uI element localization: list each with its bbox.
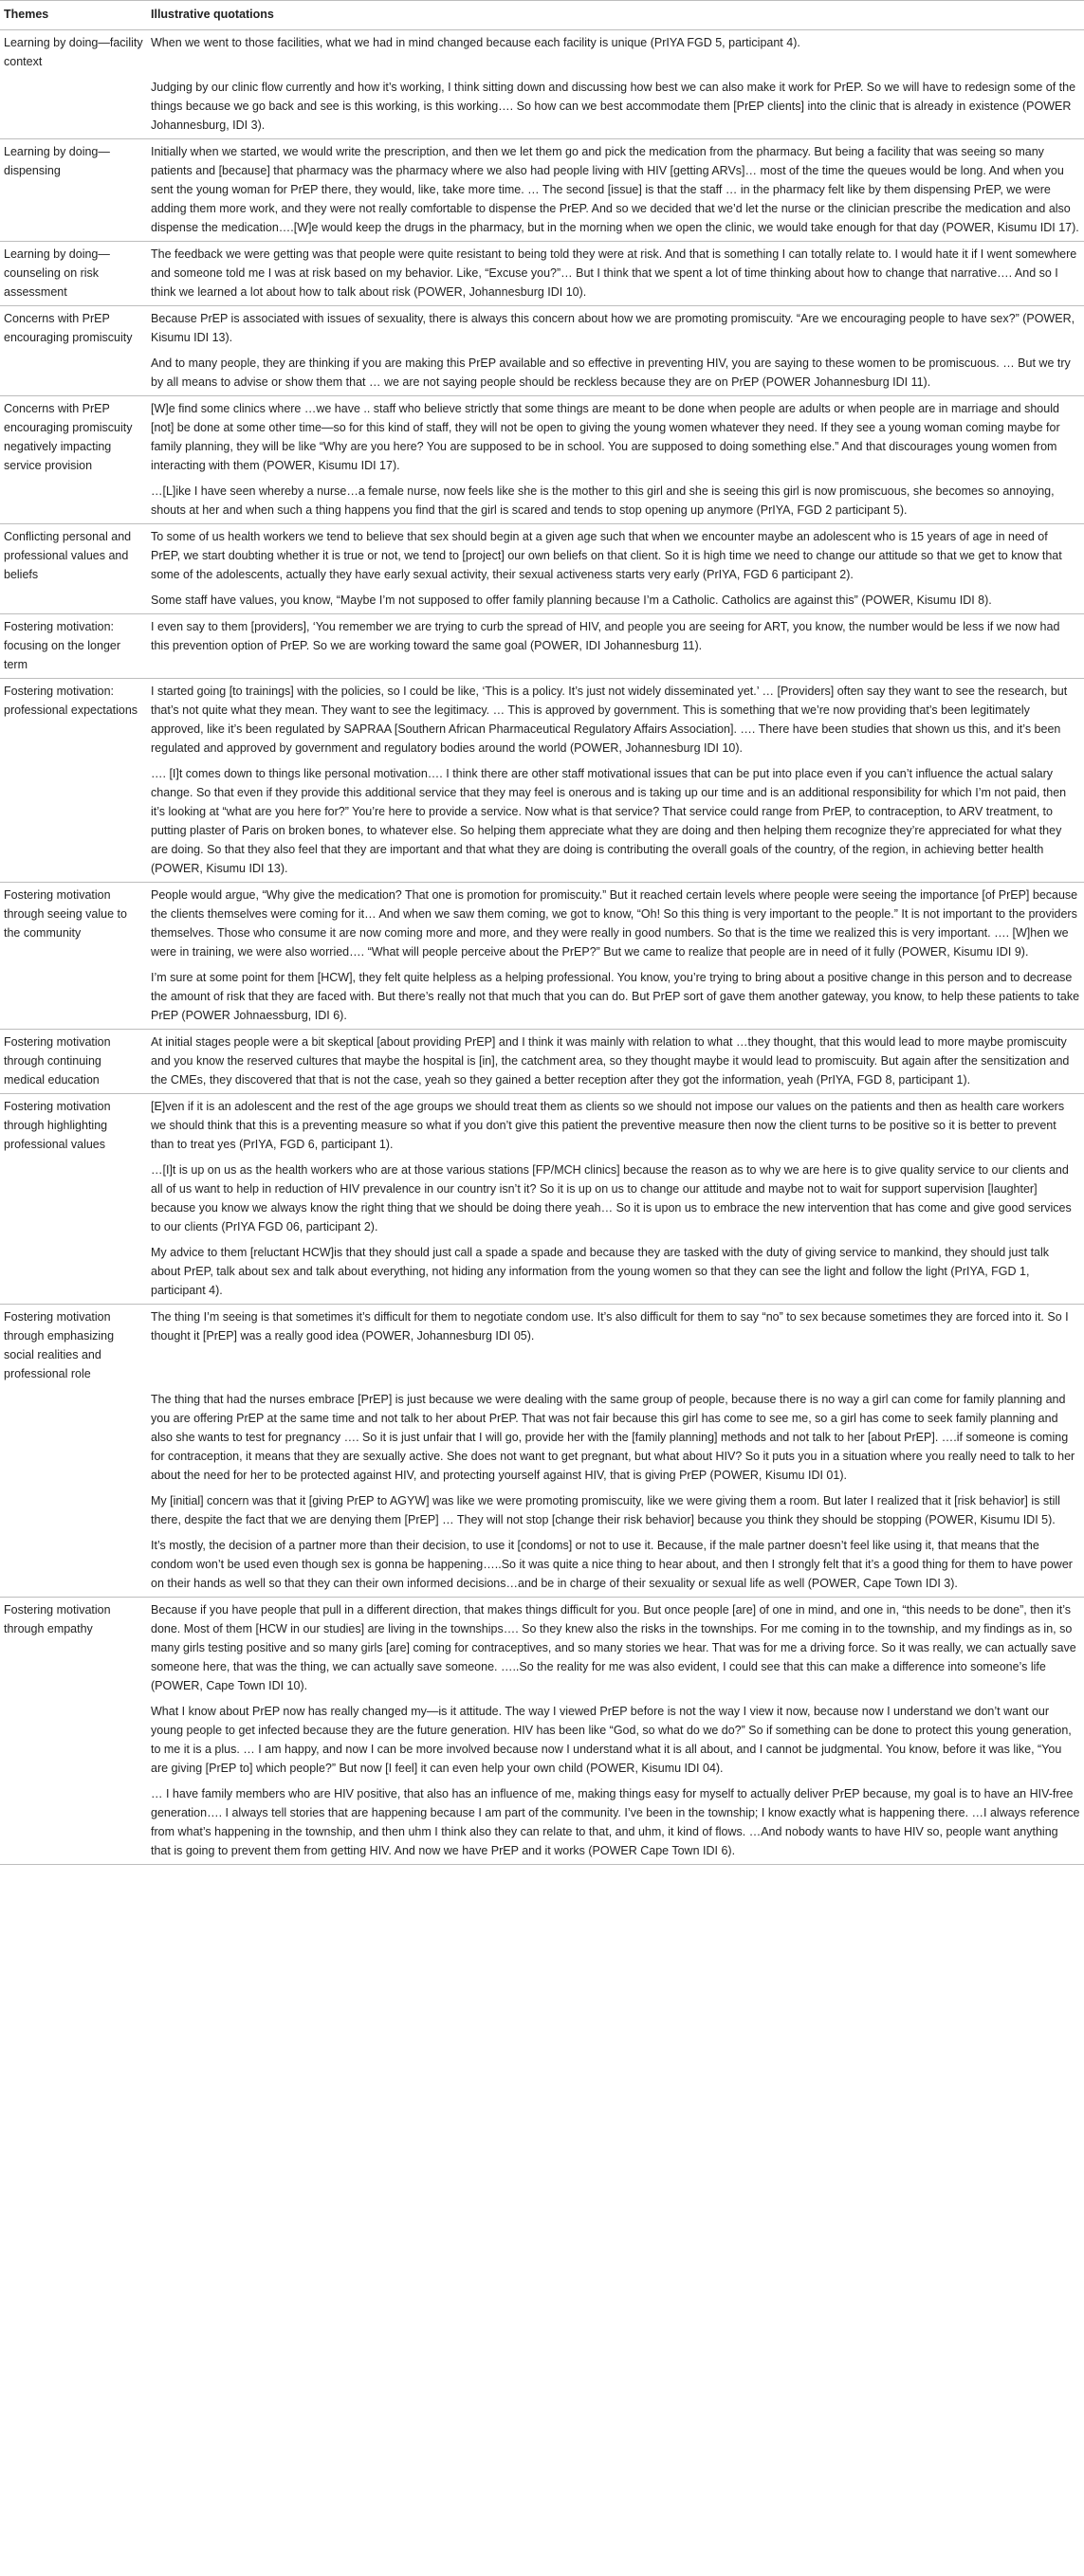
table-row <box>0 306 1084 352</box>
quotation-cell: The thing I’m seeing is that sometimes it’s difficult for them to negotiate condom use. It’s also difficult for them to say “no” to sex because sometimes they are forced into it. So I thought it [PrEP] was a really good idea (POWER, Johannesburg IDI 05). <box>147 1305 1084 1388</box>
table-row <box>0 1305 1084 1388</box>
theme-cell <box>0 1387 147 1489</box>
theme-cell: Conflicting personal and professional values and beliefs <box>0 524 147 589</box>
table-row <box>0 1158 1084 1240</box>
quotation-cell: And to many people, they are thinking if you are making this PrEP available and so effective in preventing HIV, you are saying to these women to be promiscuous. … But we try by all means to advise or show them that … we are not saying people should be reckless because they are on PrEP (POWER Johannesburg IDI 11). <box>151 356 1071 389</box>
table-row <box>0 396 1084 480</box>
quotation-cell: To some of us health workers we tend to believe that sex should begin at a given age such that when we encounter maybe an adolescent who is 15 years of age in need of PrEP, we start doubting whether it is true or not, we tend to [project] our own beliefs on that client. So it is high time we need to change our attitude so that we get to know that some of the adolescents, actually they have early sexual activity, their sexual activeness starts very early (PrIYA, FGD 6 participant 2). <box>147 524 1084 589</box>
quotation-cell: Judging by our clinic flow currently and how it’s working, I think sitting down and discussing how best we can also make it work for PrEP. So we will have to redesign some of the things because we go back and see is this working, is this working…. So how can we best accommodate them [PrEP clients] into the clinic that is already in existence (POWER Johannesburg, IDI 3). <box>151 81 1076 132</box>
theme-cell: Fostering motivation through highlighting professional values <box>0 1094 147 1159</box>
quotation-cell: At initial stages people were a bit skeptical [about providing PrEP] and I think it was mainly with relation to what …they thought, that this would lead to more maybe promiscuity and you know the reserved cultures that maybe the hospital is [in], the catchment area, so they thought maybe it would lead to promiscuity. But again after the sensitization and the CMEs, they discovered that that is not the case, yeah so they gained a better reception after they got the information, yeah (PrIYA, FGD 8, participant 1). <box>147 1030 1084 1094</box>
quotation-cell: …[I]t is up on us as the health workers who are at those various stations [FP/MCH clinics] because the reason as to why we are here is to give quality service to our clients and all of us want to help in reduction of HIV prevalence in our country isn’t it? So it is up on us to change our attitude and maybe not to wait for support supervision [laughter] because you know we always know the right thing that we should be doing there yeah… So it is upon us to embrace the new intervention that has come and give good services to our clients (PrIYA FGD 06, participant 2). <box>151 1163 1072 1233</box>
theme-cell: Learning by doing—facility context <box>0 30 147 76</box>
theme-cell: Fostering motivation through seeing value to the community <box>0 883 147 966</box>
theme-cell: Concerns with PrEP encouraging promiscuity <box>0 306 147 352</box>
theme-cell <box>0 1489 147 1533</box>
quotation-cell: Because PrEP is associated with issues of sexuality, there is always this concern about how we are promoting promiscuity. “Are we encouraging people to have sex?” (POWER, Kisumu IDI 13). <box>147 306 1084 352</box>
quotation-cell: … I have family members who are HIV positive, that also has an influence of me, making things easy for myself to actually deliver PrEP because, my goal is to have an HIV-free generation…. I always tell stories that are happening because I am part of the community. I’ve been in the township; I know exactly what is happening there. …I always reference from what’s happening in the township, and then uhm I think also they can relate to that, and uhm, it kind of flows. …And nobody wants to have HIV so, people want anything that is going to prevent them from getting HIV. And now we have PrEP and it works (POWER Cape Town IDI 6). <box>147 1781 1084 1865</box>
quotation-cell: The feedback we were getting was that people were quite resistant to being told they were at risk. And that is something I can totally relate to. I would hate it if I went somewhere and someone told me I was at risk based on my behavior. Like, “Excuse you?”… But I think that we spent a lot of time thinking about how to change that narrative…. And so I think we learned a lot about how to talk about risk (POWER, Johannesburg IDI 10). <box>147 242 1084 306</box>
table-row <box>0 1030 1084 1094</box>
quotation-cell: …[L]ike I have seen whereby a nurse…a female nurse, now feels like she is the mother to this girl and she is seeing this girl is now promiscuous, she becomes so annoying, shouts at her and when such a thing happens you find that the girl is scared and tends to stop opening up anymore (PrIYA, FGD 2 participant 5). <box>151 484 1055 517</box>
table-row <box>0 1240 1084 1305</box>
quotation-cell: My advice to them [reluctant HCW]is that they should just call a spade a spade and because they are tasked with the duty of giving service to mankind, they should just talk about PrEP, talk about sex and talk about everything, not hiding any information from the young women so that they can see the light and follow the light (PrIYA, FGD 1, participant 4). <box>151 1246 1050 1297</box>
quotation-cell: When we went to those facilities, what we had in mind changed because each facility is unique (PrIYA FGD 5, participant 4). <box>147 30 1084 76</box>
table-row <box>0 1533 1084 1598</box>
table-row <box>0 1781 1084 1865</box>
theme-cell: Fostering motivation through continuing medical education <box>0 1030 147 1094</box>
theme-cell <box>0 761 147 883</box>
quotation-cell: My [initial] concern was that it [giving PrEP to AGYW] was like we were promoting promiscuity, like we were giving them a room. But later I realized that it [risk behavior] is still there, despite the fact that we are denying them [PrEP] … They will not stop [change their risk behavior] because you think they should be stopping (POWER, Kisumu IDI 5). <box>151 1494 1060 1526</box>
quotation-cell: I’m sure at some point for them [HCW], they felt quite helpless as a helping professional. You know, you’re trying to bring about a positive change in this person and to decrease the amount of risk that they are faced with. But there’s really not that much that you can do. But PrEP sort of gave them another gateway, you know, to help these patients to take PrEP (POWER Johnaessburg, IDI 6). <box>151 971 1080 1022</box>
quotation-cell: I even say to them [providers], ‘You remember we are trying to curb the spread of HIV, and people you are seeing for ART, you know, the number would be less if we now had this prevention option of PrEP. So we are working toward the same goal (POWER, IDI Johannesburg 11). <box>147 614 1084 679</box>
table-row <box>0 1094 1084 1159</box>
table-row <box>0 1387 1084 1489</box>
quotation-cell: [W]e find some clinics where …we have .. staff who believe strictly that some things are meant to be done when people are adults or when people are in marriage and should [not] be done at some other time—so for this kind of staff, they will not be open to giving the young women whatever they need. If they see a young woman coming maybe for family planning, they will be like “Why are you here? You are supposed to be in school. You are supposed to doing something else.” And that discourages young women from interacting with them (POWER, Kisumu IDI 17). <box>147 396 1084 480</box>
theme-cell: Fostering motivation through empathy <box>0 1598 147 1700</box>
quotation-cell: People would argue, “Why give the medication? That one is promotion for promiscuity.” But it reached certain levels where people were seeing the importance [of PrEP] because the clients themselves were coming for it… And when we saw them coming, we got to know, “Oh! So this thing is very important to the people.” It is not important to the providers themselves. Those who consume it are now coming more and more, and they were really in good numbers. So that is the time we realized this is very important. …. [W]hen we were in training, we were also worried…. “What will people perceive about the PrEP?” But we came to realize that people are in need of it fully (POWER, Kisumu IDI 9). <box>147 883 1084 966</box>
table-row <box>0 139 1084 242</box>
theme-cell <box>0 351 147 396</box>
quotation-cell: It’s mostly, the decision of a partner more than their decision, to use it [condoms] or not to use it. Because, if the male partner doesn’t feel like using it, that means that the condom won’t be used even though sex is gonna be happening…..So it was quite a nice thing to hear about, and then I strongly felt that it’s a good thing for them to have power on their hands as well so that they can their own informed decisions…and be in charge of their sexuality or sexual life as well (POWER, Cape Town IDI 3). <box>151 1539 1073 1590</box>
theme-cell <box>0 1158 147 1240</box>
theme-cell <box>0 1699 147 1781</box>
theme-cell: Fostering motivation: professional expectations <box>0 679 147 762</box>
table-row <box>0 761 1084 883</box>
theme-cell <box>0 965 147 1030</box>
theme-cell <box>0 1240 147 1305</box>
theme-cell <box>0 588 147 614</box>
table-body <box>0 30 1084 1865</box>
table-row <box>0 1489 1084 1533</box>
table-row <box>0 1598 1084 1700</box>
theme-cell <box>0 1533 147 1598</box>
table-row <box>0 965 1084 1030</box>
table-header-row <box>0 1 1084 30</box>
theme-cell <box>0 75 147 139</box>
table-row <box>0 883 1084 966</box>
theme-cell: Learning by doing—counseling on risk assessment <box>0 242 147 306</box>
theme-cell: Fostering motivation: focusing on the longer term <box>0 614 147 679</box>
table-row <box>0 679 1084 762</box>
theme-cell: Fostering motivation through emphasizing social realities and professional role <box>0 1305 147 1388</box>
table-row <box>0 75 1084 139</box>
theme-cell <box>0 1781 147 1865</box>
header-illustrative-quotations: Illustrative quotations <box>147 1 1084 30</box>
table-row <box>0 614 1084 679</box>
table-row <box>0 242 1084 306</box>
table-row <box>0 479 1084 524</box>
header-themes: Themes <box>0 1 147 30</box>
quotation-cell: Initially when we started, we would write the prescription, and then we let them go and pick the medication from the pharmacy. But being a facility that was seeing so many patients and [because] that pharmacy was the pharmacy where we also had people living with HIV [getting ARVs]… most of the time the queues would be long. And when you sent the young woman for PrEP there, they would, like, take more time. … The second [issue] is that the staff … in the pharmacy felt like by them dispensing PrEP, we were adding them more work, and they were not really comfortable to dispense the PrEP. And so we decided that we’d let the nurse or the clinician prescribe the medication and also dispense the medication….[W]e would keep the drugs in the pharmacy, but in the morning when we open the clinic, we would take enough for that day (POWER, Kisumu IDI 17). <box>147 139 1084 242</box>
table-row <box>0 588 1084 614</box>
quotation-cell: I started going [to trainings] with the policies, so I could be like, ‘This is a policy. It’s just not widely disseminated yet.’ … [Providers] often say they want to see the research, but that’s not quite what they mean. They want to see the legitimacy. … This is approved by government. This is something that we’re now providing that’s been legitimately approved, like it’s been regulated by SAPRAA [Southern African Pharmaceutical Regulatory Affairs Association]. …. There have been studies that shown us this, and it’s been regulated and approved by government and regulatory bodies around the world (POWER, Johannesburg IDI 10). <box>147 679 1084 762</box>
quotation-cell: Because if you have people that pull in a different direction, that makes things difficult for you. But once people [are] of one in mind, and one in, “this needs to be done”, then it’s done. Most of them [HCW in our studies] are living in the townships…. So they knew also the risks in the townships. For me coming in to the township, and my findings as in, so many girls testing positive and so many girls [are] coming for contraceptives, and so many stories we hear. That was for me a driving force. So it was really, we can actually save someone here, that was the thing, we can actually save someone. …..So the reality for me was also evident, I could see that this can make a difference into someone’s life (POWER, Cape Town IDI 10). <box>147 1598 1084 1700</box>
theme-cell: Learning by doing—dispensing <box>0 139 147 242</box>
table-row <box>0 524 1084 589</box>
quotation-cell: The thing that had the nurses embrace [PrEP] is just because we were dealing with the same group of people, because there is no way a girl can come for family planning and you are offering PrEP at the same time and not talk to her about PrEP. That was not fair because this girl has come to see me, so a girl has come to seek family planning and also she wants to test for pregnancy …. So it is just unfair that I will go, provide her with the [family planning] methods and not talk to her [about PrEP]. ….if someone is coming for contraception, it means that they are sexually active. She does not want to get pregnant, but what about HIV? So it puts you in a situation where you really need to talk to her about the need for her to be protected against HIV, and protecting yourself against HIV, that is giving PrEP (POWER, Kisumu IDI 01). <box>151 1393 1075 1482</box>
table-row <box>0 1699 1084 1781</box>
quotation-cell: …. [I]t comes down to things like personal motivation…. I think there are other staff motivational issues that can be put into place even if you can’t influence the actual salary change. So that even if they provide this additional service that they may feel is onerous and is taking up our time and is an additional responsibility for which I’m not paid, then it’s looking at “what are you here for?” You’re here to provide a service. Now what is that service? That service could range from PrEP, to contraception, to ARV treatment, to putting plaster of Paris on broken bones, to whatever else. So helping them appreciate what they are doing and then helping them recognize they’re appreciated for what they are doing. So that they also feel that they are important and that what they are doing is contributing the overall goals of the country, of the region, in achieving better health (POWER, Kisumu IDI 13). <box>151 767 1067 875</box>
table-row <box>0 351 1084 396</box>
table-row <box>0 30 1084 76</box>
quotation-cell: Some staff have values, you know, “Maybe I’m not supposed to offer family planning because I’m a Catholic. Catholics are against this” (POWER, Kisumu IDI 8). <box>151 594 992 607</box>
quotation-cell: What I know about PrEP now has really changed my—is it attitude. The way I viewed PrEP before is not the way I view it now, because now I understand we don’t want our young people to get infected because they are the future generation. HIV has been like “God, so what do we do?” So if something can be done to protect this young generation, to me it is a plus. … I am happy, and now I can be more involved because now I understand what it is all about, and I cannot be judgmental. You know, before it was like, “You are giving [PrEP to] which people?” But now [I feel] it can even help your own child (POWER, Kisumu IDI 04). <box>151 1705 1072 1775</box>
quotation-cell: [E]ven if it is an adolescent and the rest of the age groups we should treat them as clients so we should not impose our values on the patients and then as health care workers we should think that this is a preventing measure so what if you don’t give this patient the preventive measure then now the client turns to be positive so it is better to prevent than to treat yes (PrIYA, FGD 6, participant 1). <box>147 1094 1084 1159</box>
theme-cell: Concerns with PrEP encouraging promiscuity negatively impacting service provision <box>0 396 147 480</box>
theme-cell <box>0 479 147 524</box>
